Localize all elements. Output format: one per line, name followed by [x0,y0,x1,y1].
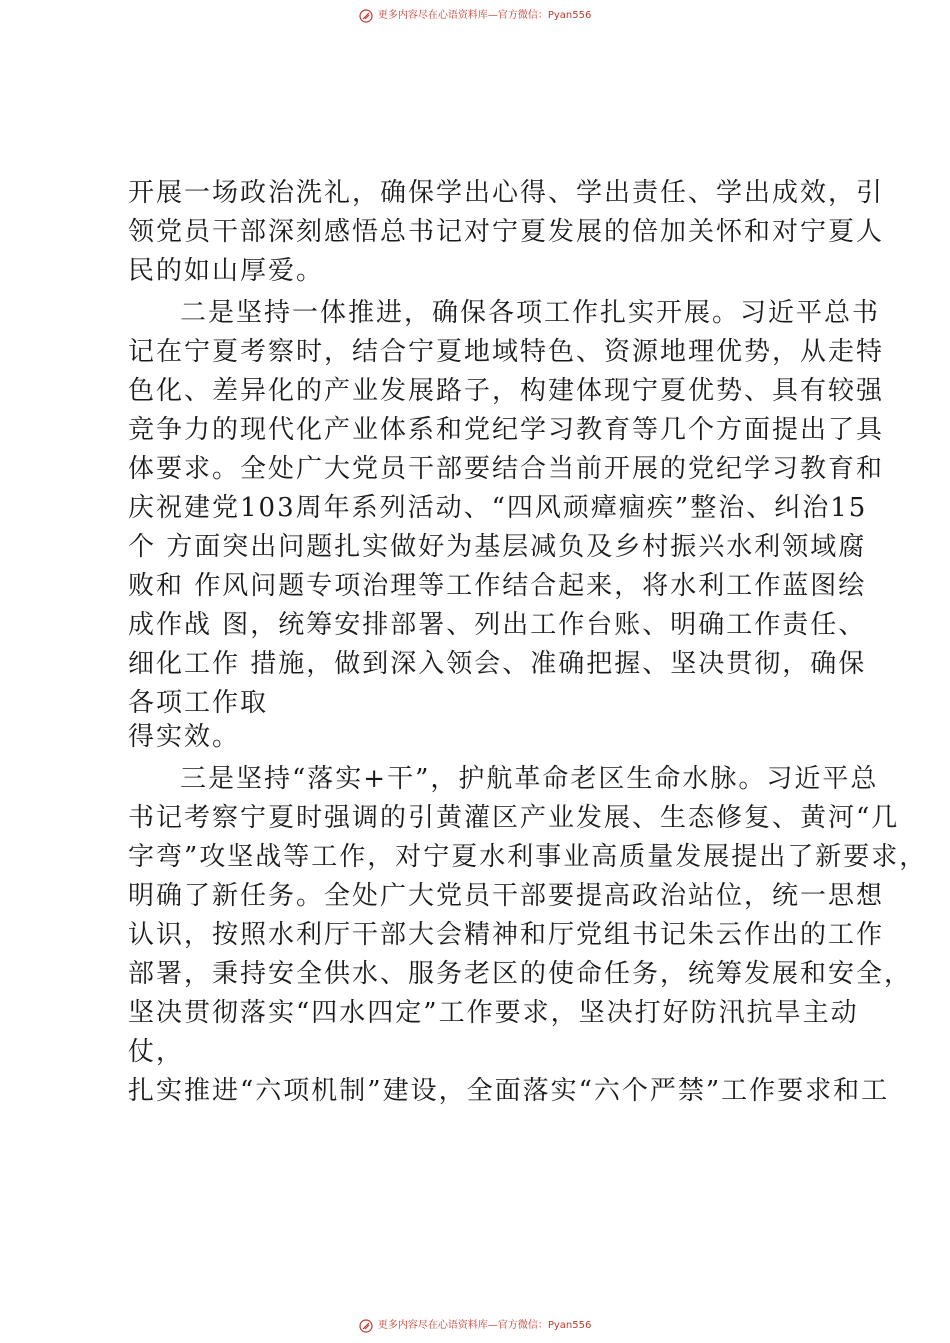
body-line: 领党员干部深刻感悟总书记对宁夏发展的倍加关怀和对宁夏人 [128,217,885,247]
bottom-watermark-banner [0,1319,950,1334]
body-line: 成作战 图，统筹安排部署、列出工作台账、明确工作责任、 [128,610,867,640]
library-text: 更多内容尽在心语资料库 [377,10,488,21]
separator: — [487,10,498,21]
body-line: 部署，秉持安全供水、服务老区的使命任务，统筹发展和安全， [128,959,913,989]
body-line: 坚决贯彻落实“四水四定”工作要求，坚决打好防汛抗旱主动 [128,998,859,1028]
body-line: 体要求。全处广大党员干部要结合当前开展的党纪学习教育和 [128,454,885,484]
body-line: 个 方面突出问题扎实做好为基层减负及乡村振兴水利领域腐 [128,532,867,562]
wechat-text: 官方微信：Pyan556 [497,1320,592,1331]
body-line: 明确了新任务。全处广大党员干部要提高政治站位，统一思想 [128,881,885,911]
paragraph-start-line: 二是坚持一体推进，确保各项工作扎实开展。习近平总书 [180,298,881,328]
body-line: 细化工作 措施，做到深入领会、准确把握、坚决贯彻，确保 [128,649,867,679]
body-line: 仗， [128,1037,185,1067]
body-line: 得实效。 [128,722,241,752]
body-line: 败和 作风问题专项治理等工作结合起来，将水利工作蓝图绘 [128,571,867,601]
top-watermark-banner [0,9,950,24]
body-line: 字弯”攻坚战等工作，对宁夏水利事业高质量发展提出了新要求， [128,842,928,872]
body-line: 开展一场政治洗礼，确保学出心得、学出责任、学出成效，引 [128,178,885,208]
paragraph-start-line: 三是坚持“落实+干”，护航革命老区生命水脉。习近平总 [180,764,879,794]
body-line: 记在宁夏考察时，结合宁夏地域特色、资源地理优势，从走特 [128,337,885,367]
body-line: 色化、差异化的产业发展路子，构建体现宁夏优势、具有较强 [128,376,885,406]
quill-logo-icon [359,1319,373,1333]
library-text: 更多内容尽在心语资料库 [377,1320,488,1331]
body-line: 认识，按照水利厅干部大会精神和厅党组书记朱云作出的工作 [128,920,885,950]
body-line: 扎实推进“六项机制”建设，全面落实“六个严禁”工作要求和工 [128,1076,890,1106]
separator: — [487,1320,498,1331]
body-line: 民的如山厚爱。 [128,256,325,286]
body-line: 书记考察宁夏时强调的引黄灌区产业发展、生态修复、黄河“几 [128,803,900,833]
body-line: 竞争力的现代化产业体系和党纪学习教育等几个方面提出了具 [128,415,885,445]
wechat-text: 官方微信：Pyan556 [497,10,592,21]
quill-logo-icon [359,9,373,23]
body-line: 庆祝建党103周年系列活动、“四风顽瘴痼疾”整治、纠治15 [128,493,868,523]
body-line: 各项工作取 [128,688,269,718]
